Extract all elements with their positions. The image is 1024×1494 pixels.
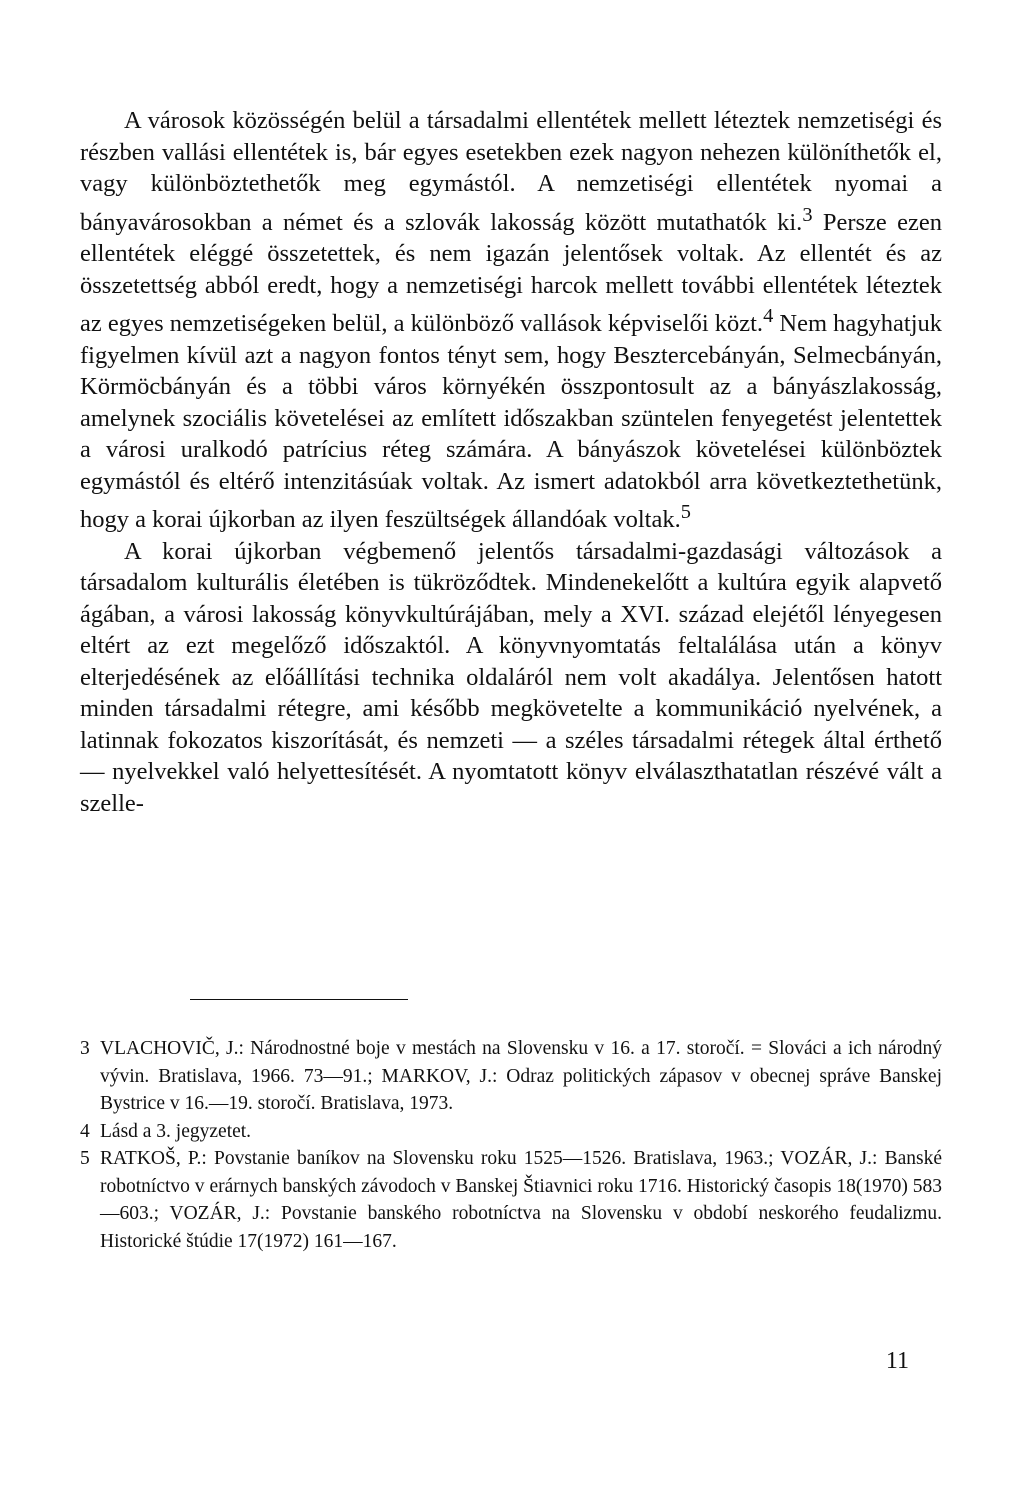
footnote-text: Lásd a 3. jegyzetet. (100, 1120, 252, 1142)
footnote-number: 4 (80, 1120, 90, 1142)
footnote-divider (190, 999, 408, 1000)
footnote-number: 5 (80, 1148, 90, 1169)
footnote-number: 3 (80, 1038, 90, 1059)
footnote-reference: 4 (763, 305, 774, 328)
footnote-text: RATKOŠ, P.: Povstanie baníkov na Slovensku roku 1525—1526. Bratislava, 1963.; VOZÁR, J.: Banské robotníctvo v erárnych banských závodoch v Banskej Štiavnici roku 1716. Historický časopis 18(1970) 583—603.; VOZÁR, J.: Povstanie banského robotníctva na Slovensku v období neskorého feudalizmu. Historické štúdie 17(1972) 161—167. (100, 1148, 942, 1252)
footnote-reference: 3 (802, 203, 813, 226)
footnote (80, 1118, 942, 1146)
page-number: 11 (885, 1348, 909, 1374)
paragraph-text: Nem hagyhatjuk figyelmen kívül azt a nagyon fontos tényt sem, hogy Besztercebányán, Selmecbányán, Körmöcbányán és a többi város környékén összpontosult az a bányászlakosság, amelynek szociális követelései az említett időszakban szüntelen fenyegetést jelentettek a városi uralkodó patrícius réteg számára. A bányászok követelései különböztek egymástól és eltérő intenzitásúak voltak. Az ismert adatokból arra következtethetünk, hogy a korai újkorban az ilyen feszültségek állandóak voltak. (80, 310, 943, 534)
footnotes (80, 1035, 942, 1255)
footnote-reference: 5 (680, 501, 691, 524)
paragraph (80, 105, 942, 536)
paragraph-text: A korai újkorban végbemenő jelentős társadalmi-gazdasági változások a társadalom kulturális életében is tükröződtek. Mindenekelőtt a kultúra egyik alapvető ágában, a városi lakosság könyvkultúrájában, mely a XVI. század elejétől lényegesen eltért az ezt megelőző időszaktól. A könyvnyomtatás feltalálása után a könyv elterjedésének az előállítási technika oldaláról nem volt akadálya. Jelentősen hatott minden társadalmi rétegre, ami később megkövetelte a kommunikáció nyelvének, a latinnak fokozatos kiszorítását, és nemzeti — a széles társadalmi rétegek által érthető — nyelvekkel való helyettesítését. A nyomtatott könyv elválaszthatatlan részévé vált a szelle- (80, 537, 942, 817)
footnote (80, 1035, 942, 1118)
footnote-text: VLACHOVIČ, J.: Národnostné boje v mestách na Slovensku v 16. a 17. storočí. = Slováci a ich národný vývin. Bratislava, 1966. 73—91.; MARKOV, J.: Odraz politických zápasov v obecnej správe Banskej Bystrice v 16.—19. storočí. Bratislava, 1973. (100, 1038, 942, 1114)
paragraph-text: Persze ezen ellentétek eléggé összetettek, és nem igazán jelentősek voltak. Az ellentét és az összetettség abból eredt, hogy a nemzetiségi harcok mellett további ellentétek léteztek az egyes nemzetiségeken belül, a különböző vallások képviselői közt. (80, 208, 942, 338)
main-text (80, 105, 942, 819)
footnote (80, 1145, 942, 1255)
paragraph-text: A városok közösségén belül a társadalmi ellentétek mellett léteztek nemzetiségi és részben vallási ellentétek is, bár egyes esetekben ezek nagyon nehezen különíthetők el, vagy különböztethetők meg egymástól. A nemzetiségi ellentétek nyomai a bányavárosokban a német és a szlovák lakosság között mutathatók ki. (80, 107, 942, 236)
paragraph (80, 536, 942, 820)
